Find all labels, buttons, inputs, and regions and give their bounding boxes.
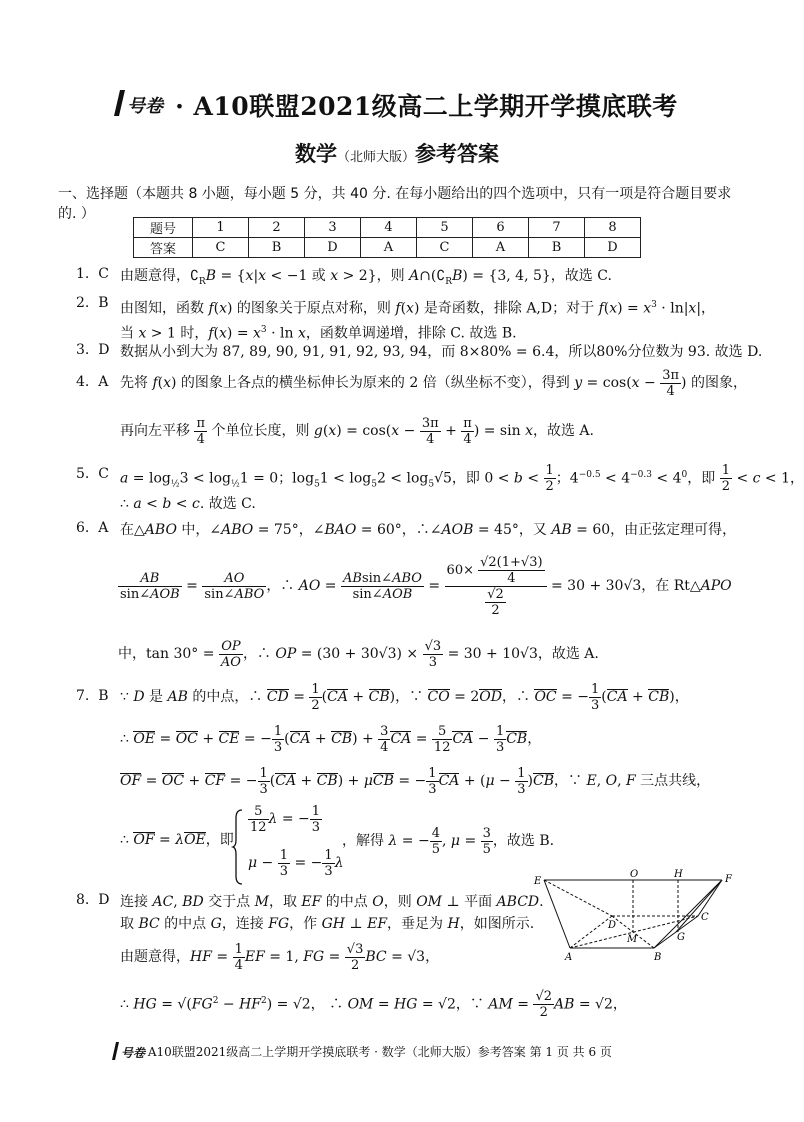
document-title-row [110,86,710,126]
q3-solution: 数据从小到大为 87, 89, 90, 91, 91, 92, 93, 94，而 8×80% = 6.4，所以80%分位数为 93. 故选 D. [120,344,763,360]
q8-geometry-figure [530,868,740,968]
figure-label-M: M [627,934,638,945]
figure-label-C: C [701,912,709,923]
q8-solution-line4: ∴ HG = $√(FG^2 - HF^2) = √2$， ∴ OM = HG = √2，∵ AM = $\frac{√2}{2}$ AB = √2， [120,989,627,1021]
table-cell: D [585,238,641,258]
q8-solution-line3: 由题意得，HF = $\frac{1}{4}$ EF = 1, FG = $\frac{√3}{2}$ BC = √3， [120,941,440,973]
table-cell: A [473,238,529,258]
q5-solution-line1: $a = \log_{\frac{1}{2}}3 < \log_{\frac{1}{2}}1 = 0$；$\log_51 < \log_52 < \log_5√5$，即 0 < b < $\frac{1}{2}$ ；$4^{-0.5} < 4^{-0.3} < 4^0$，即 $\frac{1}{2}$ < c < 1， [120,463,804,495]
q2-solution-line2: 当 x > 1 时，$f(x) = x^3 \cdot \ln x$，函数单调递增，排除 C. 故选 B. [120,325,517,342]
page-subtitle [0,138,794,168]
q1-solution: 由题意得，$∁_RB = \{x|x < -1$ 或 x > 2}，则 $A\cap(∁_RB) = \{3$, 4, 5}，故选 C. [120,268,612,287]
q7-solution-line3: OF = OC + CF = − $\frac{1}{3}$ (CA + CB) + μCB = − $\frac{1}{3}$ CA + (μ − $\frac{1}{3}$ )CB，∵ E, O, F 三点共线， [120,765,711,797]
table-cell: 2 [249,218,305,238]
q5-number: 5. C [76,466,109,482]
q6-number: 6. A [76,520,109,536]
q7-solution-line1: ∵ D 是 AB 的中点，∴ CD = $\frac{1}{2}$ (CA + CB)，∵ CO = 2OD，∴ OC = − $\frac{1}{3}$ (CA + CB)， [120,681,689,713]
row-label-answer: 答案 [134,238,193,258]
figure-label-A: A [565,952,573,963]
q1-number: 1. C [76,266,109,282]
q4-solution-line2: 再向左平移 $\frac{\pi}{4}$ 个单位长度，则 g(x) = cos(x − $\frac{3\pi}{4}$ + $\frac{\pi}{4}$ ) = sin x，故选 A. [120,415,594,447]
q8-solution-line2: 取 BC 的中点 G，连接 FG，作 GH ⊥ EF，垂足为 H，如图所示. [120,916,535,932]
q7-number: 7. B [76,688,109,704]
table-cell: B [249,238,305,258]
page-title: · A10联盟2021级高二上学期开学摸底联考 [175,92,678,121]
row-label-number: 题号 [134,218,193,238]
table-cell: C [417,238,473,258]
logo-text: 号卷 [127,96,163,117]
figure-label-D: D [608,920,617,931]
figure-label-B: B [654,952,662,963]
svg-text:号卷: 号卷 [121,1046,146,1060]
footer-logo [110,1040,144,1065]
haojuan-logo [110,86,164,124]
q7-solution-line2: ∴ OE = OC + CE = − $\frac{1}{3}$ (CA + CB) + $\frac{3}{4}$ CA = $\frac{5}{12}$ CA − $\frac{1}{3}$ CB， [120,723,542,755]
q4-number: 4. A [76,374,109,390]
q3-number: 3. D [76,342,110,358]
page-footer [110,1040,710,1065]
answer-table [133,217,641,258]
q2-number: 2. B [76,295,109,311]
q6-solution-line3: 中，tan 30° = $\frac{OP}{AO}$ ，∴ OP = (30 + 30√3) × $\frac{√3}{3}$ = 30 + 10√3，故选 A. [118,638,599,670]
table-cell: C [193,238,249,258]
table-cell: 5 [417,218,473,238]
table-cell: A [361,238,417,258]
table-cell: 7 [529,218,585,238]
table-cell: 8 [585,218,641,238]
q8-solution-line1: 连接 AC, BD 交于点 M，取 EF 的中点 O，则 OM ⊥ 平面 ABCD. [120,894,544,910]
footer-page: 第 1 页 [529,1045,569,1059]
table-cell: B [529,238,585,258]
q5-solution-line2: ∴ a < b < c. 故选 C. [120,496,256,512]
title-text: A10联盟2021级高二上学期开学摸底联考 [193,92,678,121]
table-cell: 4 [361,218,417,238]
q6-solution-line2: $\frac{AB}{\text{sin∠AOB}}$ = $\frac{AO}{\text{sin∠ABO}}$ ，∴ AO = $\frac{\text{ABsin∠ABO}}{\text{sin∠AOB}}$ = 60× $\frac{√2(1+√3)}{4}$ $\frac{√2}{2}$ = 30 + 30√3，在 Rt△APO [120,554,732,618]
subtitle-edition: （北师大版） [336,150,415,165]
figure-label-O: O [630,869,639,880]
q7-solution-line5: ，解得 λ = − $\frac{4}{5}$ , μ = $\frac{3}{5}$ ，故选 B. [342,825,555,857]
table-cell: 6 [473,218,529,238]
figure-label-E: E [534,876,542,887]
figure-label-G: G [677,932,685,943]
table-cell: D [305,238,361,258]
table-row-numbers [134,218,641,238]
figure-label-F: F [725,874,732,885]
q2-solution-line1: 由图知，函数 f(x) 的图象关于原点对称，则 f(x) 是奇函数，排除 A,D；对于 $f(x) = x^3 \cdot \ln|x|$， [120,300,716,317]
footer-text: A10联盟2021级高二上学期开学摸底联考 · 数学（北师大版）参考答案 [147,1045,526,1059]
q6-solution-line1: 在△ABO 中，∠ABO = 75°，∠BAO = 60°，∴∠AOB = 45°，又 AB = 60，由正弦定理可得， [120,522,737,538]
table-cell: 1 [193,218,249,238]
q7-solution-line4: ∴ OF = λOE，即 [120,832,234,848]
q8-number: 8. D [76,892,110,908]
figure-label-H: H [674,869,683,880]
q4-solution-line1: 先将 f(x) 的图象上各点的横坐标伸长为原来的 2 倍（纵坐标不变），得到 y = cos(x − $\frac{3\pi}{4}$ ) 的图象， [120,367,747,399]
q7-system-eq2: μ − $\frac{1}{3}$ = − $\frac{1}{3}$ λ [248,847,344,879]
subtitle-subject: 数学 [294,141,337,166]
footer-total: 共 6 页 [572,1045,612,1059]
table-row-answers [134,238,641,258]
q7-system-eq1: $\frac{5}{12}$ λ = − $\frac{1}{3}$ [250,803,321,835]
table-cell: 3 [305,218,361,238]
subtitle-tail: 参考答案 [415,141,499,166]
section-heading: 一、选择题（本题共 8 小题，每小题 5 分，共 40 分. 在每小题给出的四个选项中，只有一项是符合题目要求的. ） [58,186,732,222]
